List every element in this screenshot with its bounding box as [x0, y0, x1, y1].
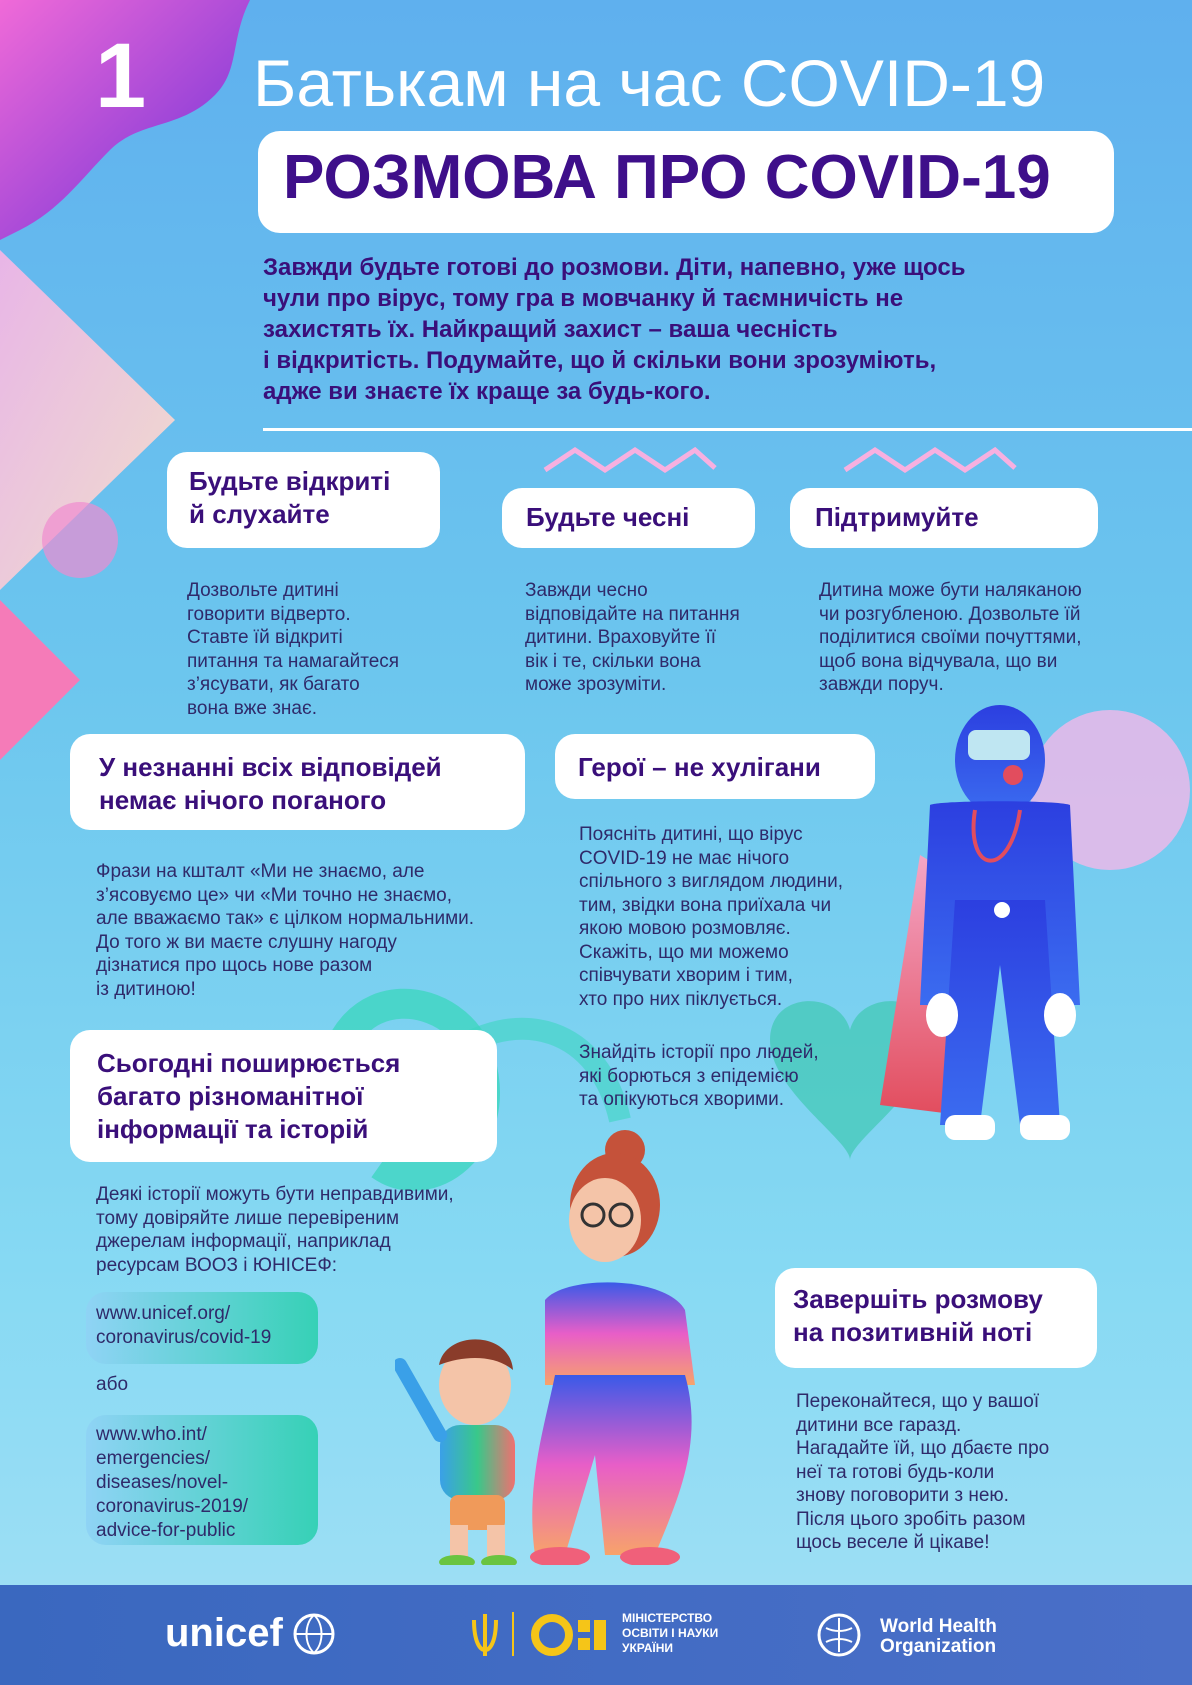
ministry-logo-icon — [530, 1610, 620, 1660]
tip-body-honest: Завжди чесно відповідайте на питання дитини. Враховуйте її вік і те, скільки вона може зрозуміти. — [525, 580, 740, 695]
intro-line: чули про вірус, тому гра в мовчанку й таємничість не — [263, 285, 904, 312]
tip-body-not-knowing: Фрази на кшталт «Ми не знаємо, але з’ясовуємо це» чи «Ми точно не знаємо, але вважаємо так» є цілком нормальними. До того ж ви маєте слушну нагоду дізнатися про щось нове разом із дитиною! — [96, 861, 475, 1000]
intro-line: Завжди будьте готові до розмови. Діти, напевно, уже щось — [263, 254, 966, 281]
intro-line: захистять їх. Найкращий захист – ваша чесність — [263, 316, 838, 343]
intro-line: і відкритість. Подумайте, що й скільки вони зрозуміють, — [263, 347, 937, 374]
tip-heading-honest: Будьте чесні — [526, 502, 690, 532]
page-title: РОЗМОВА ПРО COVID-19 — [283, 143, 1051, 212]
tip-heading-open-listen: Будьте відкриті й слухайте — [189, 466, 391, 529]
who-logo-text: World Health Organization — [880, 1616, 997, 1657]
tip-body-positive-end: Переконайтеся, що у вашої дитини все гаразд. Нагадайте їй, що дбаєте про неї та готові будь-коли знову поговорити з нею. Після цього зробіть разом щось веселе й цікаве! — [796, 1391, 1050, 1553]
tip-heading-heroes: Герої – не хулігани — [578, 752, 821, 782]
tip-heading-positive-end: Завершіть розмову на позитивній ноті — [793, 1284, 1043, 1347]
who-emblem-icon — [816, 1612, 862, 1658]
separator-line — [263, 428, 1192, 431]
tip-body-heroes-extra: Знайдіть історії про людей, які борються з епідемією та опікуються хворими. — [579, 1042, 819, 1110]
unicef-globe-icon — [292, 1612, 336, 1656]
or-text: або — [96, 1374, 129, 1395]
tip-heading-not-knowing: У незнанні всіх відповідей немає нічого поганого — [99, 752, 442, 815]
footer-divider — [512, 1612, 514, 1656]
tip-heading-support: Підтримуйте — [815, 502, 979, 532]
ministry-logo-text: МІНІСТЕРСТВО ОСВІТИ І НАУКИ УКРАЇНИ — [622, 1611, 719, 1655]
tip-body-open-listen: Дозвольте дитині говорити відверто. Ставте їй відкриті питання та намагайтеся з’ясувати, як багато вона вже знає. — [187, 580, 400, 719]
tip-heading-info: Сьогодні поширюється багато різноманітної інформації та історій — [97, 1048, 401, 1144]
intro-paragraph — [263, 252, 1143, 407]
intro-line: адже ви знаєте їх краще за будь-кого. — [263, 378, 711, 405]
poster-pretitle: Батькам на час COVID-19 — [253, 46, 1046, 120]
trident-icon — [470, 1612, 500, 1658]
doctor-illustration — [860, 705, 1130, 1245]
tip-body-support: Дитина може бути наляканою чи розгубленою. Дозвольте їй поділитися своїми почуттями, щоб вона відчувала, що ви завжди поруч. — [819, 580, 1082, 695]
tip-body-heroes: Поясніть дитині, що вірус COVID-19 не має нічого спільного з виглядом людини, тим, звідки вона приїхала чи якою мовою розмовляє. Скажіть, що ми можемо співчувати хворим і тим, хто про них піклується. — [579, 824, 843, 1010]
poster-number: 1 — [95, 25, 147, 127]
tip-body-info: Деякі історії можуть бути неправдивими, тому довіряйте лише перевіреним джерелам інформації, наприклад ресурсам ВООЗ і ЮНІСЕФ: — [96, 1184, 454, 1276]
unicef-link[interactable]: www.unicef.org/ coronavirus/covid-19 — [96, 1303, 272, 1348]
unicef-logo-text: unicef — [165, 1611, 283, 1655]
who-link[interactable]: www.who.int/ emergencies/ diseases/novel- coronavirus-2019/ advice-for-public — [96, 1424, 249, 1541]
